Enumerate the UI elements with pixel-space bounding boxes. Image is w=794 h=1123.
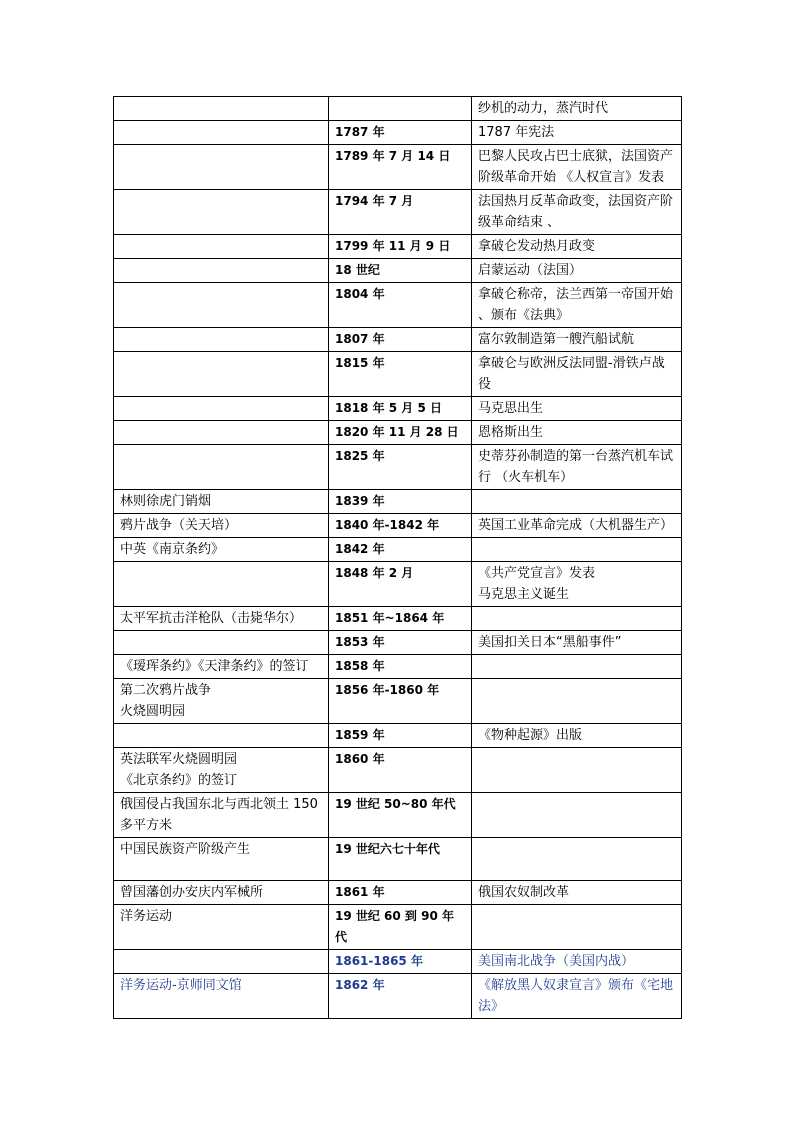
cell-china-event [114,445,329,490]
cell-world-event: 《共产党宣言》发表 马克思主义诞生 [472,562,682,607]
cell-china-event: 《瑷珲条约》《天津条约》的签订 [114,655,329,679]
cell-date: 1842 年 [329,538,472,562]
history-timeline-table [113,96,682,1019]
cell-date: 18 世纪 [329,259,472,283]
cell-date: 19 世纪六七十年代 [329,838,472,881]
cell-china-event [114,97,329,121]
table-row [114,490,682,514]
table-row [114,679,682,724]
cell-world-event: 美国扣关日本“黑船事件” [472,631,682,655]
cell-world-event [472,490,682,514]
cell-date: 1853 年 [329,631,472,655]
table-row [114,607,682,631]
cell-china-event [114,562,329,607]
cell-china-event [114,352,329,397]
table-row [114,881,682,905]
table-row [114,397,682,421]
cell-china-event [114,631,329,655]
table-row [114,352,682,397]
cell-date: 1840 年-1842 年 [329,514,472,538]
cell-world-event: 法国热月反革命政变，法国资产阶级革命结束 、 [472,190,682,235]
cell-date: 1789 年 7 月 14 日 [329,145,472,190]
cell-date: 1861 年 [329,881,472,905]
cell-date: 1861-1865 年 [329,950,472,974]
cell-china-event: 英法联军火烧圆明园 《北京条约》的签订 [114,748,329,793]
cell-china-event: 曾国藩创办安庆内军械所 [114,881,329,905]
cell-date: 1856 年-1860 年 [329,679,472,724]
cell-china-event [114,121,329,145]
cell-world-event: 富尔敦制造第一艘汽船试航 [472,328,682,352]
cell-date: 1818 年 5 月 5 日 [329,397,472,421]
cell-china-event [114,190,329,235]
cell-world-event: 恩格斯出生 [472,421,682,445]
table-row [114,514,682,538]
cell-world-event: 拿破仑与欧洲反法同盟-滑铁卢战役 [472,352,682,397]
table-row [114,724,682,748]
cell-world-event: 启蒙运动（法国） [472,259,682,283]
cell-world-event: 纱机的动力，蒸汽时代 [472,97,682,121]
cell-world-event: 拿破仑称帝，法兰西第一帝国开始 、颁布《法典》 [472,283,682,328]
table-row [114,950,682,974]
cell-china-event [114,328,329,352]
cell-date: 1839 年 [329,490,472,514]
cell-china-event: 鸦片战争（关天培） [114,514,329,538]
cell-world-event [472,905,682,950]
cell-world-event: 俄国农奴制改革 [472,881,682,905]
cell-world-event: 史蒂芬孙制造的第一台蒸汽机车试行 （火车机车） [472,445,682,490]
cell-date: 1807 年 [329,328,472,352]
cell-world-event [472,679,682,724]
cell-china-event: 中英《南京条约》 [114,538,329,562]
cell-world-event: 《物种起源》出版 [472,724,682,748]
table-row [114,562,682,607]
table-row [114,905,682,950]
cell-world-event: 《解放黑人奴隶宣言》颁布《宅地法》 [472,974,682,1019]
cell-date: 1799 年 11 月 9 日 [329,235,472,259]
cell-china-event [114,145,329,190]
cell-china-event [114,235,329,259]
cell-date: 19 世纪 50~80 年代 [329,793,472,838]
cell-china-event: 洋务运动 [114,905,329,950]
cell-china-event [114,283,329,328]
cell-world-event [472,538,682,562]
timeline-table-body [114,97,682,1019]
cell-world-event: 英国工业革命完成（大机器生产） [472,514,682,538]
cell-china-event: 洋务运动-京师同文馆 [114,974,329,1019]
cell-china-event [114,724,329,748]
table-row [114,328,682,352]
cell-date: 1862 年 [329,974,472,1019]
cell-date: 1794 年 7 月 [329,190,472,235]
cell-china-event: 中国民族资产阶级产生 [114,838,329,881]
table-row [114,445,682,490]
table-row [114,748,682,793]
cell-world-event: 美国南北战争（美国内战） [472,950,682,974]
cell-date [329,97,472,121]
cell-world-event: 1787 年宪法 [472,121,682,145]
table-row [114,190,682,235]
table-row [114,974,682,1019]
cell-china-event [114,950,329,974]
cell-china-event [114,421,329,445]
table-row [114,538,682,562]
table-row [114,235,682,259]
cell-date: 1804 年 [329,283,472,328]
table-row [114,838,682,881]
cell-world-event: 巴黎人民攻占巴士底狱，法国资产阶级革命开始 《人权宣言》发表 [472,145,682,190]
table-row [114,121,682,145]
table-row [114,421,682,445]
cell-date: 1851 年~1864 年 [329,607,472,631]
cell-world-event: 马克思出生 [472,397,682,421]
table-row [114,259,682,283]
cell-world-event: 拿破仑发动热月政变 [472,235,682,259]
cell-date: 1858 年 [329,655,472,679]
cell-china-event [114,259,329,283]
table-row [114,97,682,121]
cell-world-event [472,793,682,838]
table-row [114,631,682,655]
cell-date: 1860 年 [329,748,472,793]
cell-world-event [472,607,682,631]
table-row [114,655,682,679]
cell-date: 1859 年 [329,724,472,748]
table-row [114,283,682,328]
cell-date: 1815 年 [329,352,472,397]
cell-date: 1787 年 [329,121,472,145]
cell-world-event [472,838,682,881]
table-row [114,145,682,190]
table-row [114,793,682,838]
cell-world-event [472,655,682,679]
cell-china-event: 林则徐虎门销烟 [114,490,329,514]
cell-date: 1848 年 2 月 [329,562,472,607]
cell-date: 19 世纪 60 到 90 年代 [329,905,472,950]
cell-china-event: 第二次鸦片战争 火烧圆明园 [114,679,329,724]
cell-china-event: 太平军抗击洋枪队（击毙华尔） [114,607,329,631]
cell-date: 1820 年 11 月 28 日 [329,421,472,445]
cell-date: 1825 年 [329,445,472,490]
cell-world-event [472,748,682,793]
cell-china-event [114,397,329,421]
cell-china-event: 俄国侵占我国东北与西北领土 150 多平方米 [114,793,329,838]
